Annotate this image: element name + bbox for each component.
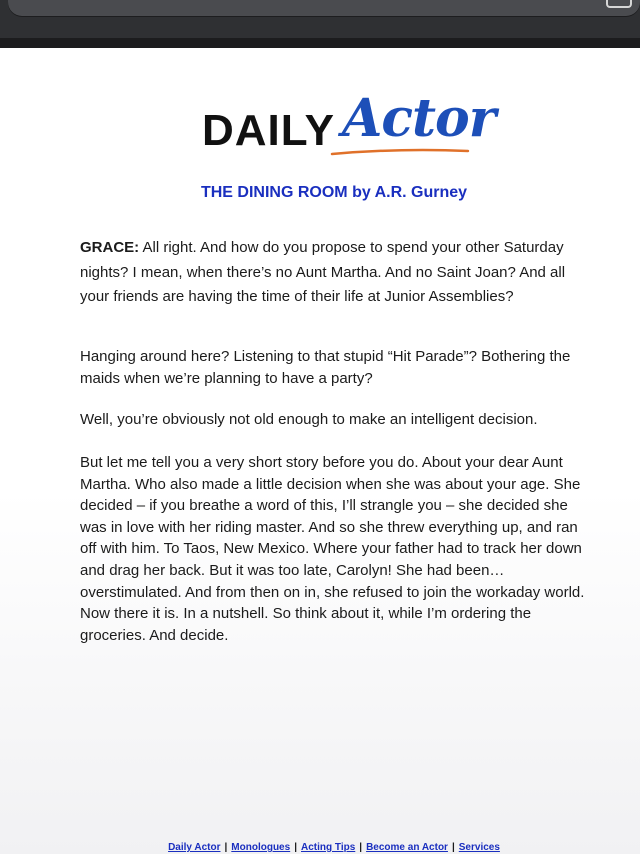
logo-actor-text: Actor [342, 88, 496, 149]
speaker-name: GRACE: [80, 239, 140, 256]
paragraph-text: All right. And how do you propose to spend your other Saturday nights? I mean, when there’s no Aunt Martha. And no Saint Joan? And all your friends are having the time of their life at Junior Assemblies? [80, 239, 566, 305]
footer-link-services[interactable]: Services [458, 842, 500, 853]
footer-link-monologues[interactable]: Monologues [231, 842, 291, 853]
footer-link-acting-tips[interactable]: Acting Tips [301, 842, 356, 853]
monologue-paragraph-2 [80, 346, 590, 390]
footer-link-daily-actor[interactable]: Daily Actor [168, 842, 221, 853]
browser-top-bar [0, 0, 640, 38]
footer-link-become-an-actor[interactable]: Become an Actor [366, 842, 448, 853]
monologue-paragraph-4 [80, 452, 592, 646]
footer-separator: | [224, 842, 228, 853]
monologue-paragraph-3 [80, 409, 590, 431]
tabs-icon[interactable] [606, 0, 632, 8]
monologue-paragraph-1 [80, 236, 590, 310]
paragraph-text: Hanging around here? Listening to that stupid “Hit Parade”? Bothering the maids when we’re planning to have a party? [80, 348, 571, 387]
paragraph-text: But let me tell you a very short story before you do. About your dear Aunt Martha. Who also made a little decision when she was about your age. She decided – if you breathe a word of this, I’ll strangle you – she decided she was in love with her riding master. And so she threw everything up, and ran off with him. To Taos, New Mexico. Where your father had to track her down and drag her back. But it was too late, Carolyn! She had been… overstimulated. And from then on in, she refused to join the workaday world. Now there it is. In a nutshell. So think about it, while I’m ordering the groceries. And decide. [80, 454, 585, 644]
logo-daily-text: DAILY [202, 106, 335, 155]
document-page [0, 48, 640, 854]
footer-separator: | [359, 842, 363, 853]
page-title: THE DINING ROOM by A.R. Gurney [200, 184, 468, 201]
toolbar-divider [0, 38, 640, 48]
daily-actor-logo [202, 88, 496, 162]
logo-swoosh [330, 148, 470, 156]
footer-nav [0, 842, 640, 853]
footer-separator: | [294, 842, 297, 853]
footer-separator: | [451, 842, 455, 853]
paragraph-text: Well, you’re obviously not old enough to make an intelligent decision. [80, 411, 538, 428]
address-bar[interactable] [8, 0, 640, 16]
